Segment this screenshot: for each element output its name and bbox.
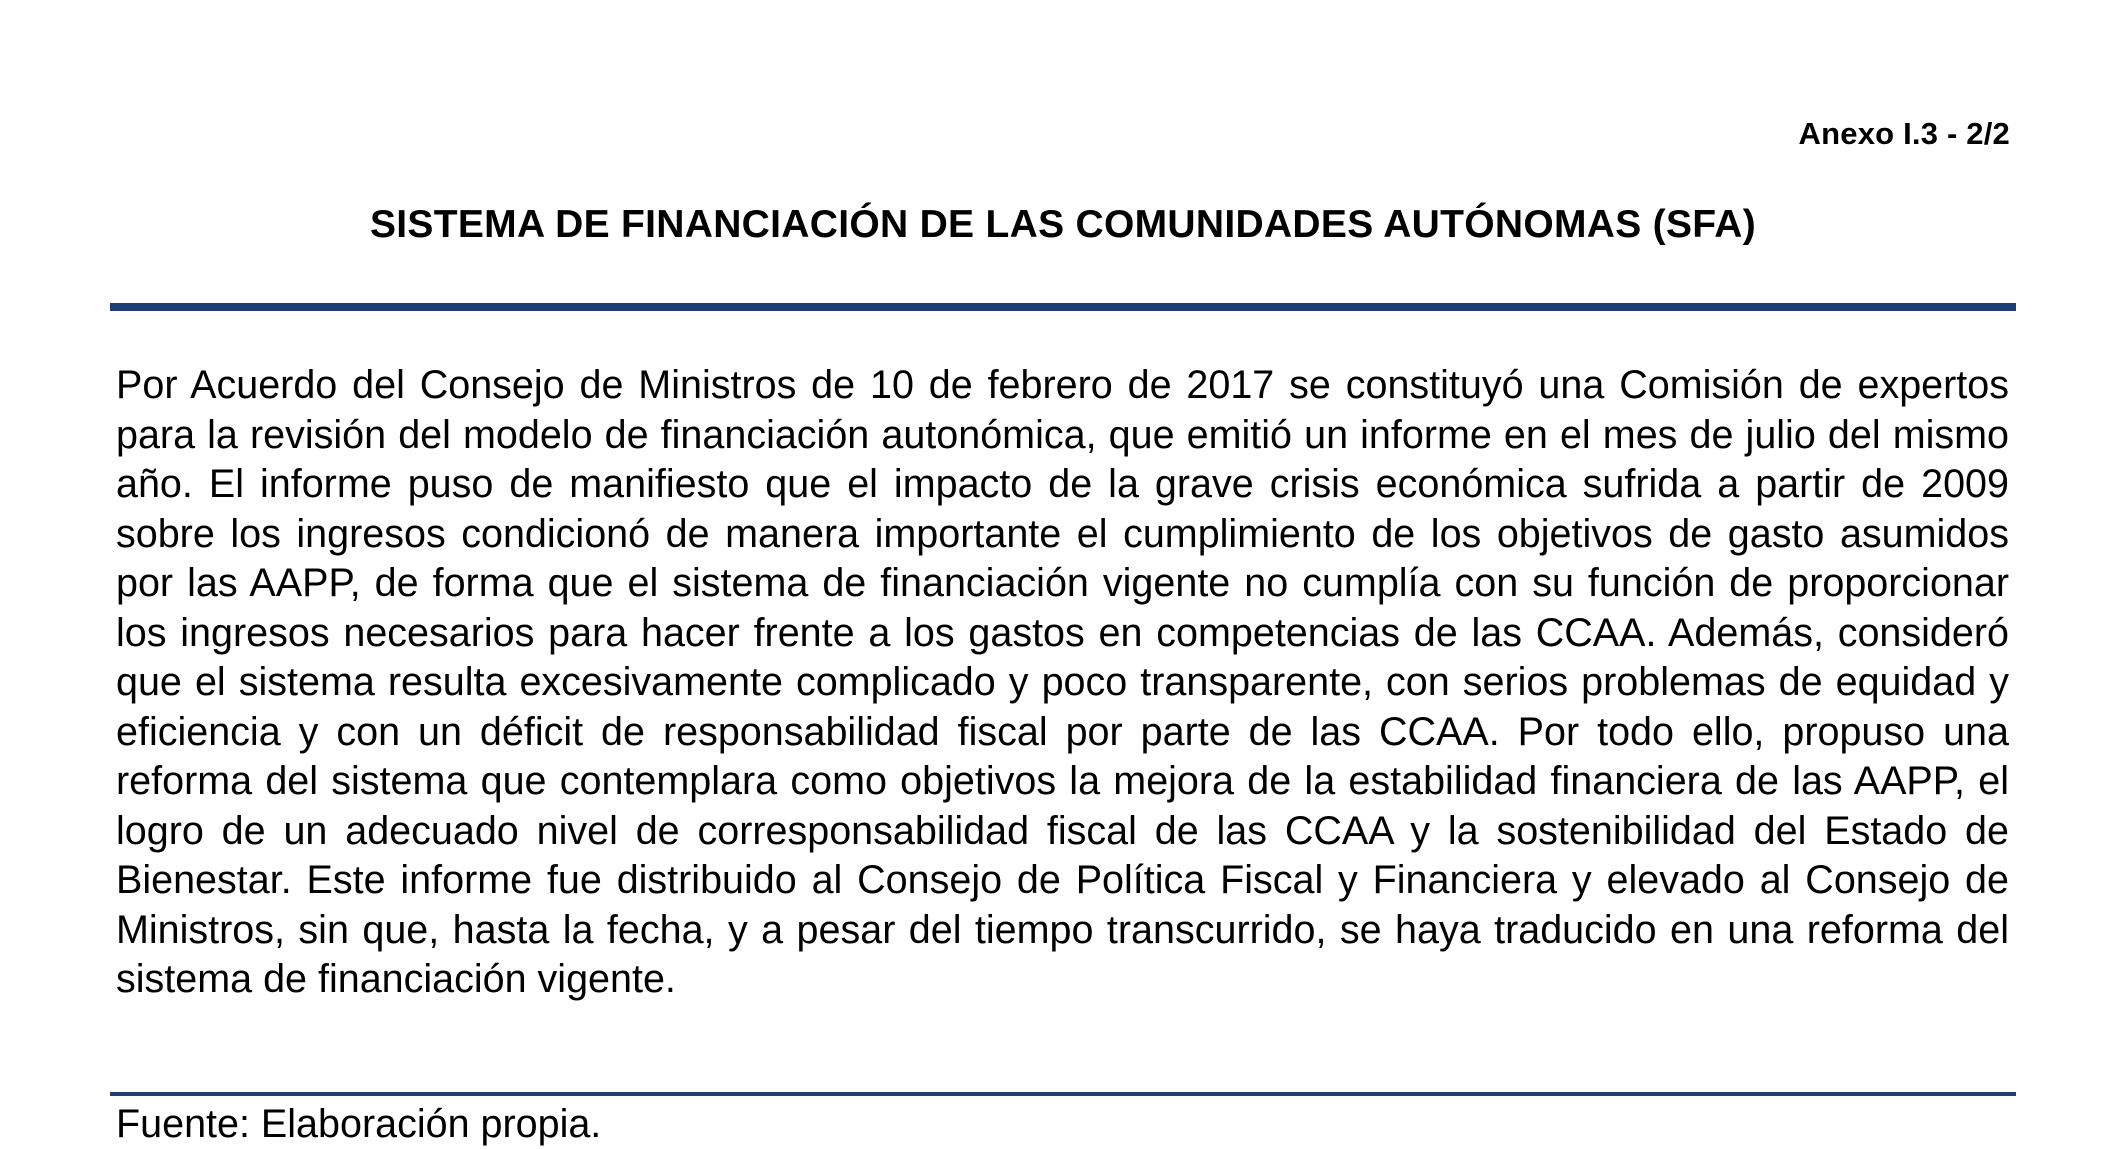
annex-label: Anexo I.3 - 2/2 (1798, 116, 2010, 151)
document-title: SISTEMA DE FINANCIACIÓN DE LAS COMUNIDADES AUTÓNOMAS (SFA) (369, 203, 1757, 246)
bottom-divider (110, 1092, 2016, 1096)
source-note: Fuente: Elaboración propia. (116, 1102, 602, 1146)
body-paragraph: Por Acuerdo del Consejo de Ministros de 10 de febrero de 2017 se constituyó una Comisión de expertos para la revisión del modelo de financiación autonómica, que emitió un informe en el mes de julio del mismo año. El informe puso de manifiesto que el impacto de la grave crisis económica sufrida a partir de 2009 sobre los ingresos condicionó de manera importante el cumplimiento de los objetivos de gasto asumidos por las AAPP, de forma que el sistema de financiación vigente no cumplía con su función de proporcionar los ingresos necesarios para hacer frente a los gastos en competencias de las CCAA. Además, consideró que el sistema resulta excesivamente complicado y poco transparente, con serios problemas de equidad y eficiencia y con un déficit de responsabilidad fiscal por parte de las CCAA. Por todo ello, propuso una reforma del sistema que contemplara como objetivos la mejora de la estabilidad financiera de las AAPP, el logro de un adecuado nivel de corresponsabilidad fiscal de las CCAA y la sostenibilidad del Estado de Bienestar. Este informe fue distribuido al Consejo de Política Fiscal y Financiera y elevado al Consejo de Ministros, sin que, hasta la fecha, y a pesar del tiempo transcurrido, se haya traducido en una reforma del sistema de financiación vigente. (116, 363, 2009, 1001)
top-divider (110, 303, 2016, 311)
